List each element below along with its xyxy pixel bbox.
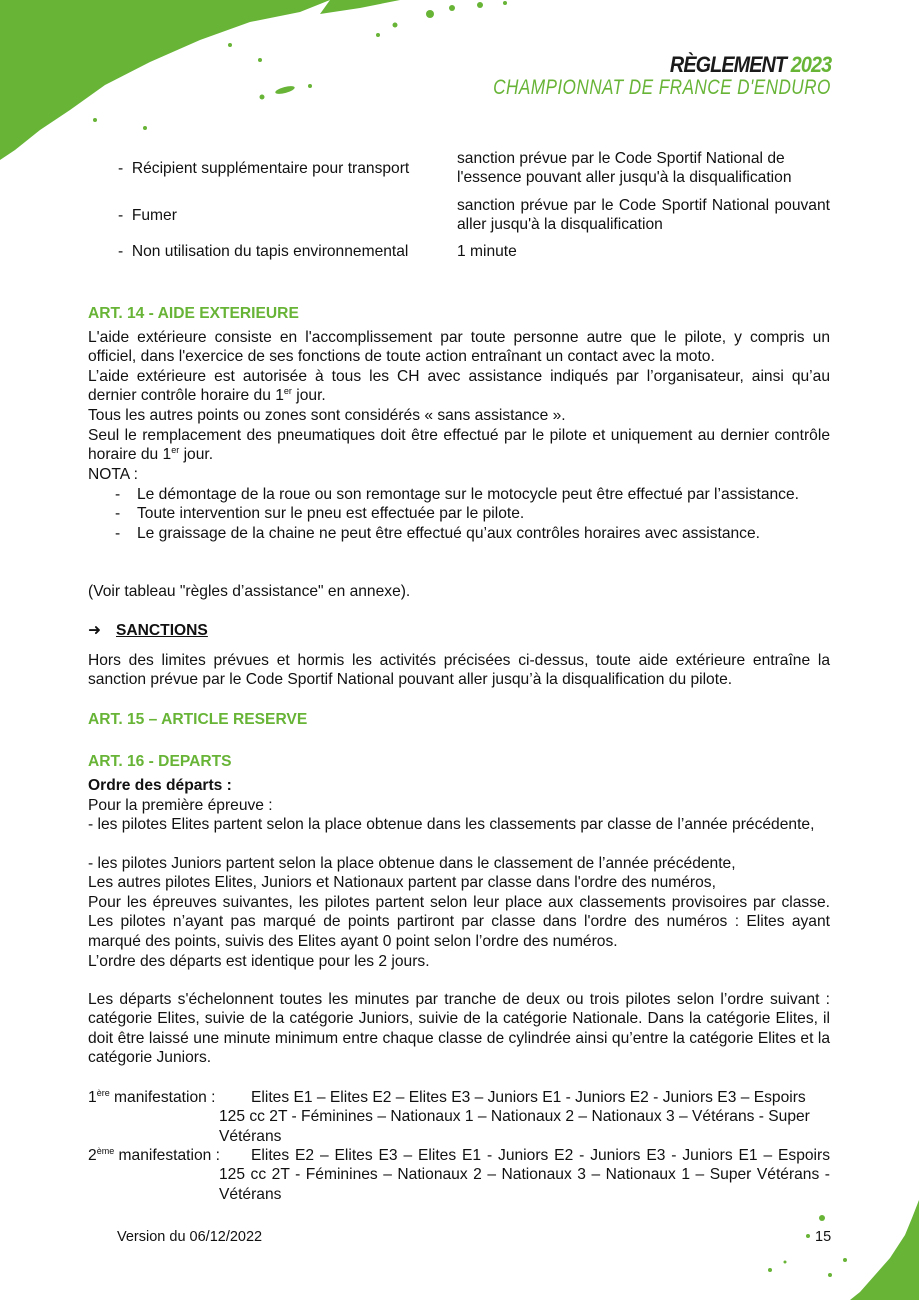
art16-title: ART. 16 - DEPARTS bbox=[88, 753, 232, 770]
penalty-item: - Fumer bbox=[118, 207, 177, 224]
manifestation-1-body: Elites E1 – Elites E2 – Elites E3 – Juniors E1 - Juniors E2 - Juniors E3 – Espoirs 125 cc 2T - Féminines – Nationaux 1 – Nationaux 2 – Nationaux 3 – Vétérans - Super Vétérans bbox=[219, 1089, 810, 1145]
art16-line-3: - les pilotes Juniors partent selon la place obtenue dans le classement de l’année précédente, bbox=[88, 855, 736, 872]
header-year: 2023 bbox=[790, 52, 831, 77]
art16-line-4: Les autres pilotes Elites, Juniors et Nationaux partent par classe dans l'ordre des numéros, bbox=[88, 874, 716, 891]
manifestation-2-body: Elites E2 – Elites E3 – Elites E1 - Juniors E2 - Juniors E3 - Juniors E1 – Espoirs 125 cc 2T - Féminines – Nationaux 2 – Nationaux 3 – Nationaux 1 – Super Vétérans - Vétérans bbox=[219, 1147, 830, 1203]
art14-nota: NOTA : bbox=[88, 466, 138, 483]
art16-line-1: Pour la première épreuve : bbox=[88, 797, 273, 814]
art14-paragraph-3: Tous les autres points ou zones sont considérés « sans assistance ». bbox=[88, 407, 566, 424]
sanctions-title: SANCTIONS bbox=[116, 622, 208, 639]
manifestation-2 bbox=[88, 1146, 830, 1206]
art14-nota-list bbox=[115, 485, 830, 543]
penalty-row bbox=[118, 149, 830, 189]
penalty-sanction: sanction prévue par le Code Sportif National de l'essence pouvant aller jusqu'à la disqualification bbox=[457, 150, 792, 187]
green-splash-bottom-right bbox=[750, 1200, 919, 1300]
penalty-item: - Non utilisation du tapis environnemental bbox=[118, 243, 409, 260]
page-number: 15 bbox=[815, 1229, 832, 1245]
art16-line-2: - les pilotes Elites partent selon la place obtenue dans les classements par classe de l’année précédente, bbox=[88, 816, 815, 833]
art15-title: ART. 15 – ARTICLE RESERVE bbox=[88, 711, 308, 728]
manifestation-2-label: 2ème manifestation : bbox=[88, 1145, 220, 1164]
header-subtitle: CHAMPIONNAT DE FRANCE D'ENDURO bbox=[493, 76, 831, 99]
penalty-row bbox=[118, 196, 830, 236]
art14-paragraph-2: L’aide extérieure est autorisée à tous les CH avec assistance indiqués par l’organisateur, ainsi qu’au dernier contrôle horaire du 1er jour. bbox=[88, 368, 830, 405]
art16-line-6: L’ordre des départs est identique pour les 2 jours. bbox=[88, 953, 430, 970]
penalty-sanction: sanction prévue par le Code Sportif National pouvant aller jusqu'à la disqualification bbox=[457, 197, 830, 234]
art14-voir-annexe: (Voir tableau "règles d’assistance" en annexe). bbox=[88, 583, 411, 600]
art16-paragraph-2: Les départs s'échelonnent toutes les minutes par tranche de deux ou trois pilotes selon l’ordre suivant : catégorie Elites, suivie de la catégorie Juniors, suivie de la catégorie Nationale. Dans la catégorie Elites, il doit être laissé une minute minimum entre chaque classe de cylindrée ainsi qu’entre la catégorie Elites et la catégorie Juniors. bbox=[88, 991, 830, 1067]
sanctions-heading bbox=[88, 621, 208, 640]
list-item: - Le graissage de la chaine ne peut être effectué qu’aux contrôles horaires avec assistance. bbox=[115, 524, 760, 542]
green-splash-top-left bbox=[0, 0, 520, 170]
manifestation-1-label: 1ère manifestation : bbox=[88, 1087, 216, 1106]
penalty-item: - Récipient supplémentaire pour transport bbox=[118, 160, 410, 177]
list-item: - Toute intervention sur le pneu est effectuée par le pilote. bbox=[115, 505, 525, 523]
manifestation-1 bbox=[88, 1088, 830, 1148]
art14-paragraph-4: Seul le remplacement des pneumatiques doit être effectué par le pilote et uniquement au dernier contrôle horaire du 1er jour. bbox=[88, 427, 830, 464]
arrow-right-icon: ➜ bbox=[88, 622, 102, 639]
sanctions-text: Hors des limites prévues et hormis les activités précisées ci-dessus, toute aide extérieure entraîne la sanction prévue par le Code Sportif National pouvant aller jusqu’à la disqualification du pilote. bbox=[88, 652, 830, 689]
art16-subtitle: Ordre des départs : bbox=[88, 777, 232, 794]
footer-version: Version du 06/12/2022 bbox=[117, 1229, 263, 1245]
header-reglement: RÈGLEMENT bbox=[669, 52, 786, 77]
header-title bbox=[652, 52, 831, 77]
art16-line-5: Pour les épreuves suivantes, les pilotes partent selon leur place aux classements provisoires par classe. Les pilotes n’ayant pas marqué de points partiront par classe dans l'ordre des numéros : Elites ayant marqué des points, suivis des Elites ayant 0 point selon l’ordre des numéros. bbox=[88, 894, 830, 950]
list-item: - Le démontage de la roue ou son remontage sur le motocycle peut être effectué par l’assistance. bbox=[115, 486, 799, 503]
art14-paragraph-1: L'aide extérieure consiste en l'accomplissement par toute personne autre que le pilote, y compris un officiel, dans l'exercice de ses fonctions de toute action entraînant un contact avec la moto. bbox=[88, 329, 830, 366]
penalty-sanction: 1 minute bbox=[457, 243, 517, 260]
art14-title: ART. 14 - AIDE EXTERIEURE bbox=[88, 305, 299, 322]
header-title-line1 bbox=[669, 52, 831, 77]
penalty-row bbox=[118, 242, 830, 262]
